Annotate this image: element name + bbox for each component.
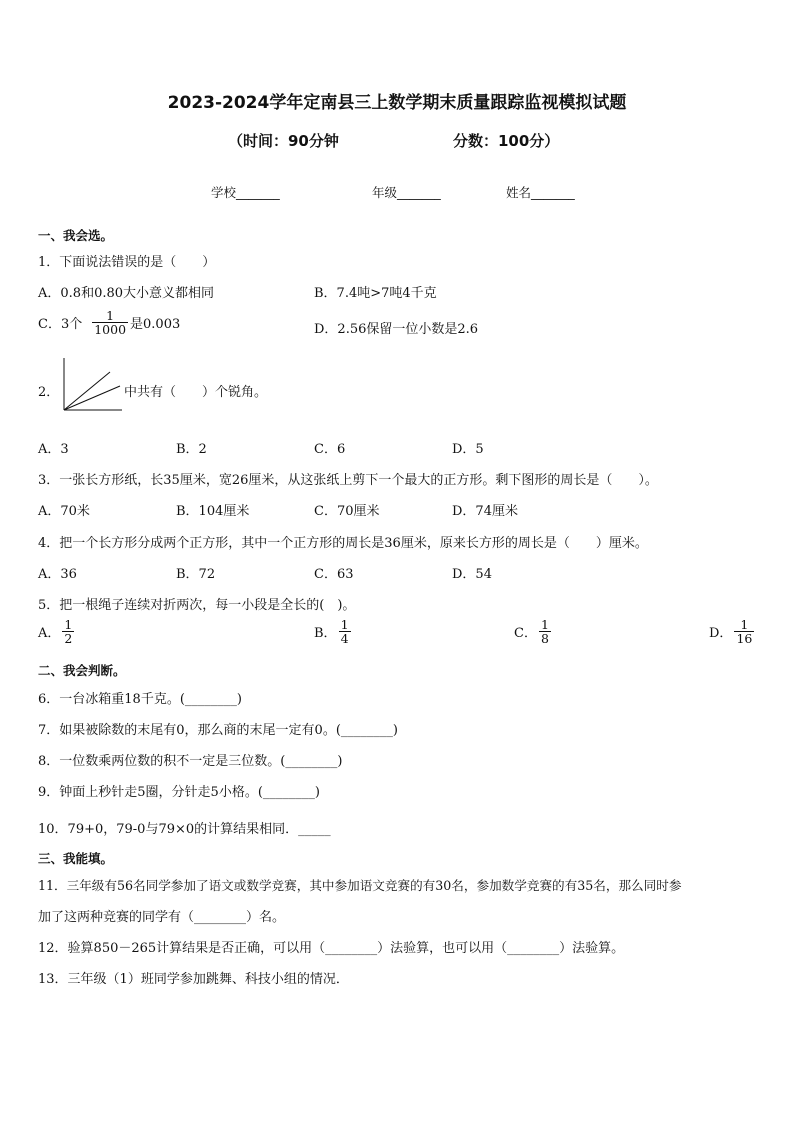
option-c-suffix: 是0.003 [130, 317, 181, 333]
question-5-option-a [38, 618, 76, 645]
question-6: 6．一台冰箱重18千克。(________) [38, 692, 242, 707]
acute-angle-figure [60, 356, 124, 414]
fraction-denominator: 2 [64, 631, 73, 647]
option-label: C． [514, 626, 537, 642]
question-5-option-c [514, 618, 553, 645]
fraction-denominator: 4 [340, 631, 349, 647]
section-heading-judge: 二、我会判断。 [38, 663, 126, 678]
question-3-option-c: C．70厘米 [314, 504, 380, 519]
question-5-option-d [709, 618, 756, 645]
question-9: 9．钟面上秒针走5圈，分针走5小格。(________) [38, 785, 320, 800]
question-13: 13．三年级（1）班同学参加跳舞、科技小组的情况． [38, 972, 349, 987]
question-1-option-d: D．2.56保留一位小数是2.6 [314, 322, 479, 337]
question-1-option-b: B．7.4吨>7吨4千克 [314, 286, 437, 301]
question-2-number: 2． [38, 385, 60, 400]
fraction-quarter [339, 618, 351, 645]
question-5-stem: 5．把一根绳子连续对折两次，每一小段是全长的( )。 [38, 598, 356, 613]
question-4-option-c: C．63 [314, 567, 354, 582]
question-2-option-c: C．6 [314, 442, 346, 457]
fraction-numerator: 1 [340, 617, 349, 632]
fraction-numerator: 1 [540, 617, 549, 632]
option-c-prefix: C．3个 [38, 317, 83, 333]
angle-ray-lower [64, 386, 120, 410]
fraction-sixteenth [734, 618, 754, 645]
school-field: 学校_______ [211, 185, 280, 200]
section-heading-fill: 三、我能填。 [38, 851, 114, 866]
section-heading-choose: 一、我会选。 [38, 228, 114, 243]
question-4-stem: 4．把一个长方形分成两个正方形，其中一个正方形的周长是36厘米，原来长方形的周长是（ ）厘米。 [38, 536, 648, 551]
question-4-option-d: D．54 [452, 567, 492, 582]
option-label: B． [314, 626, 337, 642]
question-2-stem: 中共有（ ）个锐角。 [124, 385, 268, 400]
question-1-stem: 1．下面说法错误的是（ ） [38, 255, 216, 270]
question-3-option-d: D．74厘米 [452, 504, 518, 519]
question-2-option-d: D．5 [452, 442, 484, 457]
question-4-option-b: B．72 [176, 567, 216, 582]
option-label: D． [709, 626, 733, 642]
question-3-option-b: B．104厘米 [176, 504, 250, 519]
fraction-numerator: 1 [740, 617, 749, 632]
question-7: 7．如果被除数的末尾有0，那么商的末尾一定有0。(________) [38, 723, 398, 738]
question-2-option-a: A．3 [38, 442, 69, 457]
question-5-option-b [314, 618, 353, 645]
fraction-numerator: 1 [64, 617, 73, 632]
question-10: 10．79+0，79-0与79×0的计算结果相同．_____ [38, 822, 331, 837]
fraction-eighth [539, 618, 551, 645]
question-3-stem: 3．一张长方形纸，长35厘米，宽26厘米，从这张纸上剪下一个最大的正方形。剩下图形的周长是（ ）。 [38, 473, 658, 488]
exam-title: 2023-2024学年定南县三上数学期末质量跟踪监视模拟试题 [167, 93, 627, 113]
question-3-option-a: A．70米 [38, 504, 90, 519]
question-11-line-2: 加了这两种竞赛的同学有（________）名。 [38, 910, 286, 925]
question-8: 8．一位数乘两位数的积不一定是三位数。(________) [38, 754, 343, 769]
option-label: A． [38, 626, 61, 642]
question-1-option-a: A．0.8和0.80大小意义都相同 [38, 286, 215, 301]
fraction-denominator: 1000 [94, 322, 127, 338]
fraction-half [62, 618, 74, 645]
fraction-numerator: 1 [106, 308, 115, 323]
question-1-option-c [38, 309, 180, 336]
fraction-denominator: 16 [736, 631, 753, 647]
angle-ray-upper [64, 372, 110, 410]
exam-score: 分数：100分） [453, 132, 560, 150]
grade-field: 年级_______ [372, 185, 441, 200]
question-11-line-1: 11．三年级有56名同学参加了语文或数学竞赛，其中参加语文竞赛的有30名，参加数学竞赛的有35名，那么同时参 [38, 878, 682, 893]
question-12: 12．验算850－265计算结果是否正确，可以用（________）法验算，也可以用（________）法验算。 [38, 941, 625, 956]
exam-time: （时间：90分钟 [228, 132, 339, 150]
fraction-denominator: 8 [540, 631, 549, 647]
question-4-option-a: A．36 [38, 567, 77, 582]
question-2-option-b: B．2 [176, 442, 207, 457]
fraction-one-thousandth [92, 309, 128, 336]
name-field: 姓名_______ [506, 185, 575, 200]
